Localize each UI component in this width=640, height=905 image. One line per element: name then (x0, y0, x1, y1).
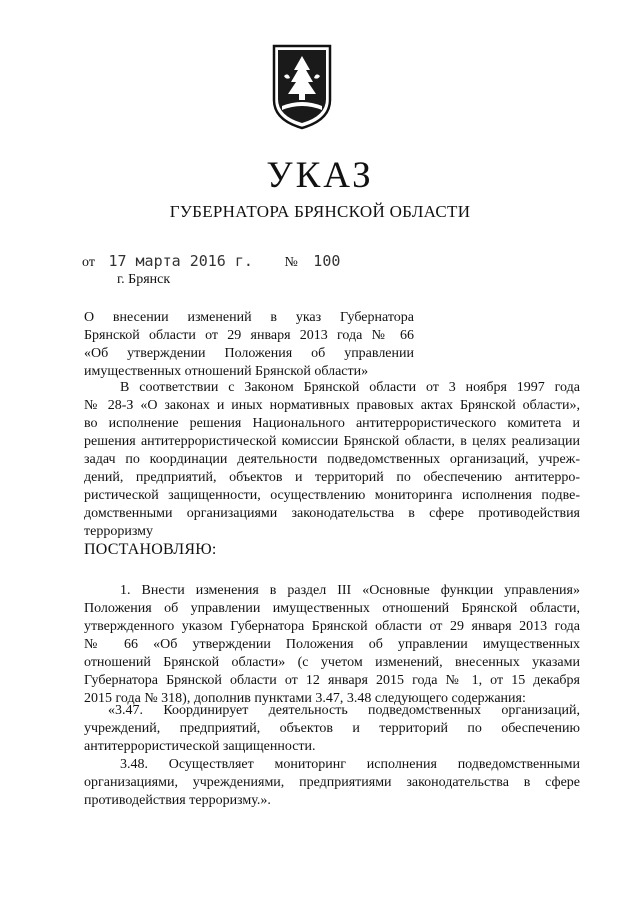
preamble-line: домственными организациями законодательства в сфере противодействия (84, 506, 580, 521)
preamble-line: ристической защищенности, осуществлению мониторинга исполнения подве- (84, 488, 580, 503)
subject-line: Брянской области от 29 января 2013 года № 66 (84, 328, 414, 343)
item-1-line: утвержденного указом Губернатора Брянской области от 29 января 2013 года (84, 619, 580, 634)
item-1-line: 2015 года № 318), дополнив пунктами 3.47, 3.48 следующего содержания: (84, 691, 526, 706)
subject-line: имущественных отношений Брянской области» (84, 364, 369, 379)
item-3-48-line: организациями, учреждениями, предприятиями законодательства в сфере (84, 775, 580, 790)
item-3-48-paragraph (84, 756, 580, 810)
item-3-48-line: противодействия терроризму.». (84, 793, 271, 808)
preamble-line: решения антитеррористической комиссии Брянской области, в целях реализации (84, 434, 580, 449)
item-1-line: № 66 «Об утверждении Положения об управлении имущественных (84, 637, 580, 652)
item-3-47-line: антитеррористической защищенности. (84, 739, 316, 754)
subject-line: О внесении изменений в указ Губернатора (84, 310, 414, 325)
date-number-row (82, 252, 340, 271)
item-3-47-paragraph (84, 702, 580, 756)
preamble-line: дений, предприятий, объектов и территорий по обеспечению антитерро- (84, 470, 580, 485)
document-title: УКАЗ (266, 155, 374, 196)
number-label: № (284, 255, 298, 270)
preamble-line: В соответствии с Законом Брянской области от 3 ноября 1997 года (120, 380, 580, 395)
coat-of-arms-icon (270, 42, 334, 130)
decree-word: ПОСТАНОВЛЯЮ: (84, 541, 217, 558)
item-1-line: 1. Внести изменения в раздел III «Основные функции управления» (120, 583, 580, 598)
preamble-line: терроризму (84, 524, 154, 539)
document-subtitle: ГУБЕРНАТОРА БРЯНСКОЙ ОБЛАСТИ (169, 202, 471, 221)
date-label: от (82, 255, 95, 270)
item-1-paragraph (84, 582, 580, 708)
number-value: 100 (313, 252, 341, 270)
item-3-47-line: учреждений, предприятий, объектов и территорий по обеспечению (84, 721, 580, 736)
item-3-48-line: 3.48. Осуществляет мониторинг исполнения подведомственными (120, 757, 580, 772)
item-1-line: Положения об управлении имущественных отношений Брянской области, (84, 601, 580, 616)
subject-heading (84, 309, 414, 381)
preamble-line: задач по координации деятельности подведомственных организаций, учреж- (84, 452, 580, 467)
item-1-line: отношений Брянской области» (с учетом изменений, внесенных указами (84, 655, 580, 670)
item-3-47-line: «3.47. Координирует деятельность подведомственных организаций, (108, 703, 580, 718)
date-value: 17 марта 2016 г. (108, 252, 253, 270)
city-label: г. Брянск (117, 272, 171, 287)
subject-line: «Об утверждении Положения об управлении (84, 346, 414, 361)
preamble-line: № 28-З «О законах и иных нормативных правовых актах Брянской области», (84, 398, 580, 413)
preamble-line: во исполнение решения Национального антитеррористического комитета и (84, 416, 580, 431)
item-1-line: Губернатора Брянской области от 12 января 2015 года № 1, от 15 декабря (84, 673, 580, 688)
preamble-paragraph (84, 379, 580, 541)
